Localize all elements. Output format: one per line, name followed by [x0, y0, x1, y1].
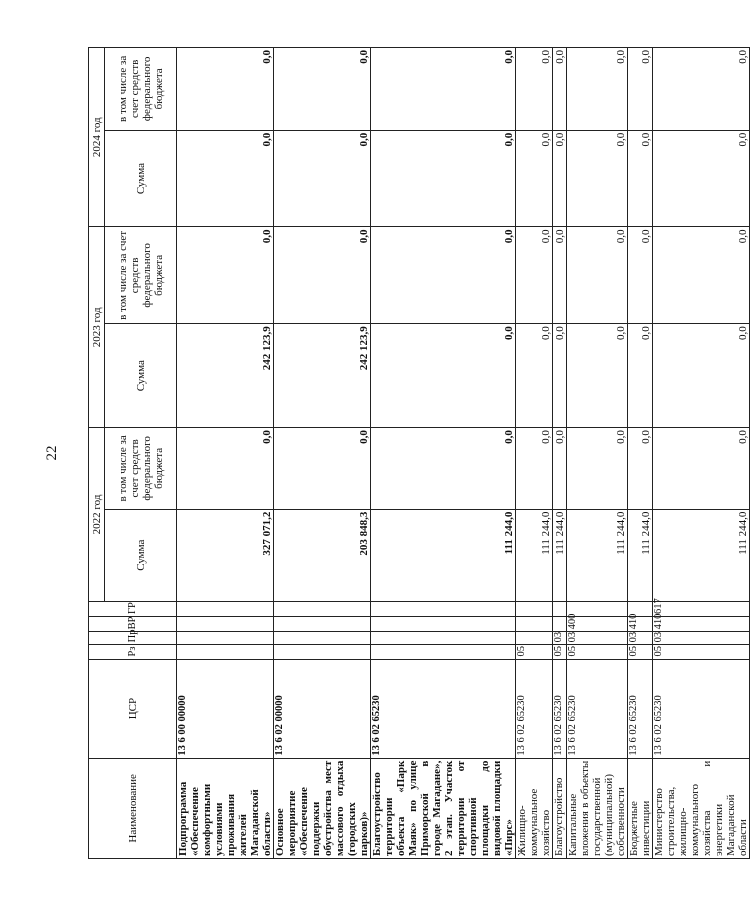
row-value: 0,0 [653, 130, 750, 227]
row-rz: 05 [567, 645, 628, 659]
row-vr [516, 617, 553, 632]
row-value: 0,0 [177, 48, 274, 131]
row-value: 0,0 [274, 227, 371, 324]
row-name: Бюджетные инвестиции [628, 758, 653, 858]
row-value: 0,0 [371, 428, 516, 509]
header-csr: ЦСР [89, 659, 177, 758]
row-gr [274, 601, 371, 616]
row-name: Благоустройство [553, 758, 567, 858]
row-name: Благоустройство территории объекта «Парк Маяк» по улице Приморской в городе Магадане», 2 этап. Участок территории от спортивной площадки до видовой площадки «Пирс» [371, 758, 516, 858]
row-name: Министерство строительства, жилищно-коммунального хозяйства и энергетики Магаданской области [653, 758, 750, 858]
row-vr [553, 617, 567, 632]
table-row [371, 48, 516, 859]
row-value: 0,0 [516, 428, 553, 509]
row-rz [177, 645, 274, 659]
table-row [274, 48, 371, 859]
row-vr: 410 [653, 617, 750, 632]
row-value: 0,0 [553, 130, 567, 227]
row-value: 0,0 [567, 227, 628, 324]
budget-table-page [88, 47, 749, 859]
row-pr: 03 [628, 632, 653, 645]
table-row [177, 48, 274, 859]
row-value: 111 244,0 [516, 509, 553, 601]
row-rz: 05 [516, 645, 553, 659]
row-value: 0,0 [567, 48, 628, 131]
row-value: 203 848,3 [274, 509, 371, 601]
row-value: 0,0 [628, 324, 653, 428]
header-sum-2023: Сумма [105, 324, 177, 428]
row-gr: 617 [653, 601, 750, 616]
row-name: Жилищно-коммунальное хозяйство [516, 758, 553, 858]
row-value: 0,0 [553, 324, 567, 428]
row-value: 327 071,2 [177, 509, 274, 601]
header-year-2022: 2022 год [89, 428, 105, 602]
row-vr: 400 [567, 617, 628, 632]
row-value: 111 244,0 [371, 509, 516, 601]
row-vr [274, 617, 371, 632]
row-name: Подпрограмма «Обеспечение комфортными условиями проживания жителей Магаданской области» [177, 758, 274, 858]
row-vr [371, 617, 516, 632]
row-value: 0,0 [567, 428, 628, 509]
row-value: 0,0 [628, 130, 653, 227]
row-value: 0,0 [274, 130, 371, 227]
row-value: 0,0 [653, 48, 750, 131]
row-pr: 03 [553, 632, 567, 645]
row-value: 242 123,9 [274, 324, 371, 428]
row-value: 0,0 [628, 428, 653, 509]
row-value: 0,0 [516, 130, 553, 227]
row-value: 0,0 [371, 130, 516, 227]
header-pr: Пр [89, 632, 177, 645]
table-row [516, 48, 553, 859]
row-value: 0,0 [553, 48, 567, 131]
row-csr: 13 6 02 65230 [628, 659, 653, 758]
row-vr [177, 617, 274, 632]
row-rz: 05 [653, 645, 750, 659]
row-value: 0,0 [553, 227, 567, 324]
row-csr: 13 6 02 65230 [371, 659, 516, 758]
row-value: 0,0 [274, 428, 371, 509]
row-csr: 13 6 02 65230 [567, 659, 628, 758]
row-pr [516, 632, 553, 645]
row-value: 0,0 [653, 227, 750, 324]
row-vr: 410 [628, 617, 653, 632]
row-gr [371, 601, 516, 616]
row-value: 0,0 [567, 130, 628, 227]
header-sum-2022: Сумма [105, 509, 177, 601]
table-row [553, 48, 567, 859]
row-gr [553, 601, 567, 616]
row-rz [371, 645, 516, 659]
row-value: 0,0 [516, 324, 553, 428]
row-name: Капитальные вложения в объекты государственной (муниципальной) собственности [567, 758, 628, 858]
header-year-2024: 2024 год [89, 48, 105, 227]
row-pr [371, 632, 516, 645]
row-value: 0,0 [553, 428, 567, 509]
row-pr: 03 [567, 632, 628, 645]
row-value: 0,0 [516, 227, 553, 324]
row-value: 0,0 [516, 48, 553, 131]
header-name: Наименование [89, 758, 177, 858]
header-vr: ВР [89, 617, 177, 632]
row-value: 0,0 [653, 324, 750, 428]
table-row [653, 48, 750, 859]
row-value: 0,0 [567, 324, 628, 428]
row-csr: 13 6 00 00000 [177, 659, 274, 758]
row-csr: 13 6 02 00000 [274, 659, 371, 758]
row-value: 0,0 [274, 48, 371, 131]
row-rz: 05 [553, 645, 567, 659]
table-row [567, 48, 628, 859]
header-year-2023: 2023 год [89, 227, 105, 428]
header-sum-2024: Сумма [105, 130, 177, 227]
row-pr [177, 632, 274, 645]
row-value: 0,0 [628, 227, 653, 324]
header-rz: Рз [89, 645, 177, 659]
row-value: 0,0 [371, 227, 516, 324]
row-gr [516, 601, 553, 616]
table-row [628, 48, 653, 859]
row-pr [274, 632, 371, 645]
row-value: 0,0 [371, 48, 516, 131]
row-value: 111 244,0 [653, 509, 750, 601]
row-value: 0,0 [177, 130, 274, 227]
row-value: 242 123,9 [177, 324, 274, 428]
row-value: 0,0 [371, 324, 516, 428]
header-federal-2024: в том числе за счет средств федерального бюджета [105, 48, 177, 131]
row-value: 0,0 [177, 227, 274, 324]
row-gr [177, 601, 274, 616]
page-number: 22 [44, 445, 60, 461]
header-federal-2023: в том числе за счет средств федерального бюджета [105, 227, 177, 324]
row-rz [274, 645, 371, 659]
header-gr: ГР [89, 601, 177, 616]
row-value: 0,0 [653, 428, 750, 509]
row-value: 111 244,0 [628, 509, 653, 601]
row-csr: 13 6 02 65230 [516, 659, 553, 758]
row-name: Основное мероприятие «Обеспечение поддержки обустройства мест массового отдыха (городских парков)» [274, 758, 371, 858]
budget-table-body [177, 48, 750, 859]
row-rz: 05 [628, 645, 653, 659]
row-value: 111 244,0 [567, 509, 628, 601]
header-federal-2022: в том числе за счет средств федерального бюджета [105, 428, 177, 509]
row-csr: 13 6 02 65230 [553, 659, 567, 758]
row-value: 0,0 [177, 428, 274, 509]
row-value: 0,0 [628, 48, 653, 131]
row-pr: 03 [653, 632, 750, 645]
row-value: 111 244,0 [553, 509, 567, 601]
budget-table [88, 47, 750, 859]
row-csr: 13 6 02 65230 [653, 659, 750, 758]
